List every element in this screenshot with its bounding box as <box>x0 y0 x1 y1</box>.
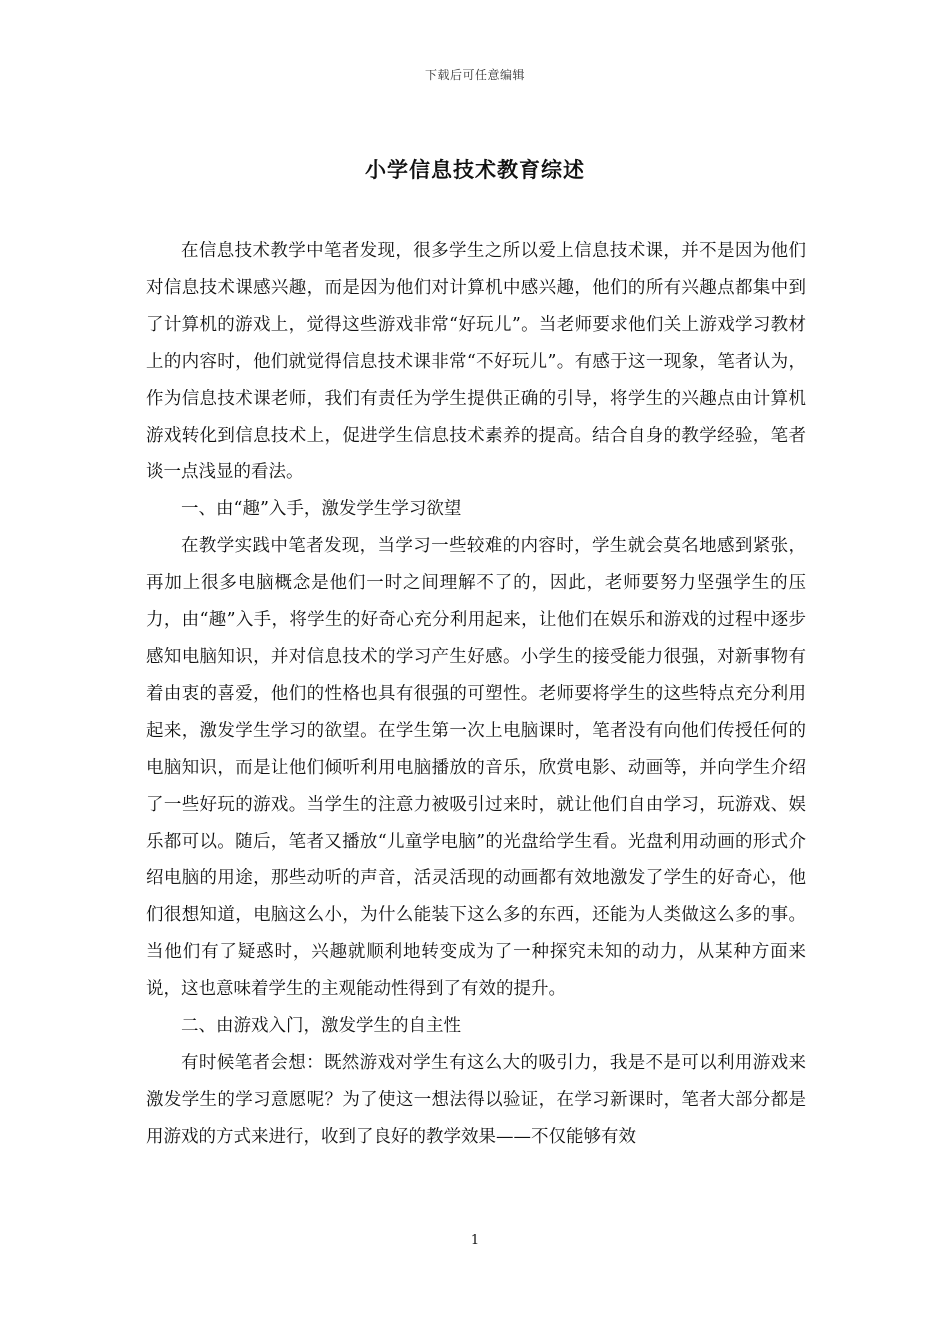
paragraph-section-1: 在教学实践中笔者发现，当学习一些较难的内容时，学生就会莫名地感到紧张，再加上很多电脑概念是他们一时之间理解不了的，因此，老师要努力坚强学生的压力，由“趣”入手，将学生的好奇心充分利用起来，让他们在娱乐和游戏的过程中逐步感知电脑知识，并对信息技术的学习产生好感。小学生的接受能力很强，对新事物有着由衷的喜爱，他们的性格也具有很强的可塑性。老师要将学生的这些特点充分利用起来，激发学生学习的欲望。在学生第一次上电脑课时，笔者没有向他们传授任何的电脑知识，而是让他们倾听利用电脑播放的音乐，欣赏电影、动画等，并向学生介绍了一些好玩的游戏。当学生的注意力被吸引过来时，就让他们自由学习，玩游戏、娱乐都可以。随后，笔者又播放“儿童学电脑”的光盘给学生看。光盘利用动画的形式介绍电脑的用途，那些动听的声音，活灵活现的动画都有效地激发了学生的好奇心，他们很想知道，电脑这么小，为什么能装下这么多的东西，还能为人类做这么多的事。当他们有了疑惑时，兴趣就顺利地转变成为了一种探究未知的动力，从某种方面来说，这也意味着学生的主观能动性得到了有效的提升。 <box>146 536 806 1000</box>
section-heading-1: 一、由“趣”入手，激发学生学习欲望 <box>181 499 462 520</box>
section-heading-2: 二、由游戏入门，激发学生的自主性 <box>181 1016 461 1037</box>
document-body <box>146 233 806 1156</box>
page-number: 1 <box>470 1233 480 1248</box>
paragraph-section-2: 有时候笔者会想：既然游戏对学生有这么大的吸引力，我是不是可以利用游戏来激发学生的学习意愿呢？为了使这一想法得以验证，在学习新课时，笔者大部分都是用游戏的方式来进行，收到了良好的教学效果——不仅能够有效 <box>146 1052 806 1147</box>
header-note: 下载后可任意编辑 <box>424 68 525 82</box>
document-title: 小学信息技术教育综述 <box>365 158 585 182</box>
paragraph-intro: 在信息技术教学中笔者发现，很多学生之所以爱上信息技术课，并不是因为他们对信息技术课感兴趣，而是因为他们对计算机中感兴趣，他们的所有兴趣点都集中到了计算机的游戏上，觉得这些游戏非常“好玩儿”。当老师要求他们关上游戏学习教材上的内容时，他们就觉得信息技术课非常“不好玩儿”。有感于这一现象，笔者认为，作为信息技术课老师，我们有责任为学生提供正确的引导，将学生的兴趣点由计算机游戏转化到信息技术上，促进学生信息技术素养的提高。结合自身的教学经验，笔者谈一点浅显的看法。 <box>146 241 806 483</box>
